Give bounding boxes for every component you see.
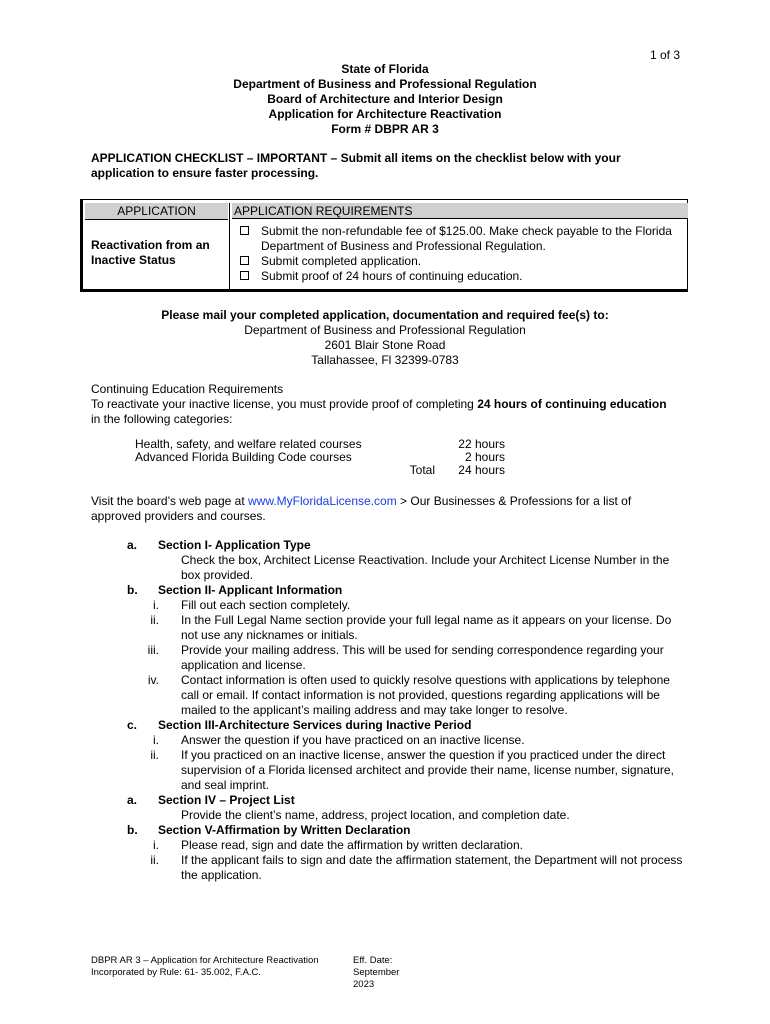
hours-total-row (135, 464, 505, 477)
step-text: Section II- Applicant Information (158, 583, 343, 597)
requirement-item (238, 254, 678, 269)
requirement-text: Submit the non-refundable fee of $125.00. Make check payable to the Florida Department of Business and Professional Regulation. (261, 224, 672, 253)
section-instruction (91, 553, 691, 583)
list-marker: i. (153, 733, 159, 747)
step-text: Section I- Application Type (158, 538, 311, 552)
hours-total-label: Total (409, 463, 435, 477)
section-instruction (91, 733, 691, 748)
footer-form: DBPR AR 3 – Application for Architecture Reactivation (91, 955, 319, 966)
ce-text-before: To reactivate your inactive license, you must provide proof of completing (91, 397, 478, 411)
section-instruction (91, 643, 691, 673)
visit-text-before: Visit the board’s web page at (91, 494, 248, 508)
table-header-requirements: APPLICATION REQUIREMENTS (232, 203, 688, 219)
hours-label: Health, safety, and welfare related courses (135, 437, 362, 451)
continuing-education (91, 382, 671, 427)
header-form-number: Form # DBPR AR 3 (331, 122, 439, 136)
list-marker: ii. (150, 853, 159, 867)
section-heading (91, 538, 691, 553)
section-heading (91, 793, 691, 808)
visit-text-after: > Our Businesses & Professions for a list of approved providers and courses. (91, 494, 632, 523)
section-heading (91, 718, 691, 733)
application-type-text: Reactivation from an Inactive Status (91, 238, 210, 267)
requirement-item (238, 224, 678, 254)
footer-rule: Incorporated by Rule: 61- 35.002, F.A.C. (91, 967, 262, 978)
requirements-list (238, 224, 678, 284)
step-text: Fill out each section completely. (181, 598, 351, 612)
step-text: Section III-Architecture Services during Inactive Period (158, 718, 472, 732)
mail-line-1: Department of Business and Professional Regulation (244, 323, 526, 337)
header-department: Department of Business and Professional Regulation (233, 77, 537, 91)
document-header (0, 62, 770, 137)
website-link[interactable]: www.MyFloridaLicense.com (248, 494, 397, 508)
section-heading (91, 583, 691, 598)
hours-value: 2 hours (464, 450, 505, 464)
section-instruction (91, 808, 691, 823)
table-divider (229, 203, 230, 289)
checklist-note: APPLICATION CHECKLIST – IMPORTANT – Submit all items on the checklist below with your application to ensure faster processing. (91, 151, 621, 180)
section-instruction (91, 748, 691, 793)
step-text: Provide your mailing address. This will be used for sending correspondence regarding your application and license. (181, 643, 664, 672)
step-text: In the Full Legal Name section provide your full legal name as it appears on your license. Do not use any nicknames or initials. (181, 613, 672, 642)
instruction-steps (91, 538, 691, 883)
footer-eff-date: Eff. Date: September 2023 (353, 955, 400, 990)
list-marker: c. (127, 718, 138, 732)
section-instruction (91, 598, 691, 613)
list-marker: i. (153, 838, 159, 852)
page-number: 1 of 3 (649, 48, 680, 62)
hours-row (135, 451, 505, 464)
visit-website (91, 494, 671, 524)
checkbox-icon (240, 256, 249, 265)
header-application: Application for Architecture Reactivation (268, 107, 502, 121)
section-instruction (91, 673, 691, 718)
step-text: Answer the question if you have practiced on an inactive license. (181, 733, 525, 747)
list-marker: b. (127, 823, 138, 837)
list-marker: ii. (150, 748, 159, 762)
ce-title: Continuing Education Requirements (91, 382, 284, 396)
requirement-text: Submit completed application. (261, 254, 422, 268)
list-marker: i. (153, 598, 159, 612)
step-text: Section IV – Project List (158, 793, 295, 807)
list-marker: iii. (147, 643, 159, 657)
page-footer (91, 955, 400, 990)
checkbox-icon (240, 271, 249, 280)
section-instruction (91, 853, 691, 883)
step-text: If the applicant fails to sign and date the affirmation statement, the Department will not process the application. (181, 853, 683, 882)
hours-total-value: 24 hours (458, 463, 505, 477)
table-header-application: APPLICATION (85, 203, 228, 220)
step-text: Check the box, Architect License Reactivation. Include your Architect License Number in the box provided. (181, 553, 670, 582)
step-text: Please read, sign and date the affirmation by written declaration. (181, 838, 523, 852)
ce-text-bold: 24 hours of continuing education (477, 397, 667, 411)
header-board: Board of Architecture and Interior Design (267, 92, 503, 106)
mailing-instructions (0, 308, 770, 368)
mail-line-3: Tallahassee, Fl 32399-0783 (311, 353, 459, 367)
requirement-text: Submit proof of 24 hours of continuing education. (261, 269, 523, 283)
requirement-item (238, 269, 678, 284)
list-marker: b. (127, 583, 138, 597)
list-marker: iv. (147, 673, 159, 687)
step-text: Provide the client’s name, address, project location, and completion date. (181, 808, 570, 822)
hours-table (135, 438, 505, 477)
application-type (91, 238, 223, 268)
hours-value: 22 hours (458, 437, 505, 451)
section-heading (91, 823, 691, 838)
step-text: If you practiced on an inactive license, answer the question if you practiced under the direct supervision of a Florida licensed architect and provide their name, license number, signature, and seal imprint. (181, 748, 674, 792)
checkbox-icon (240, 226, 249, 235)
header-state: State of Florida (341, 62, 429, 76)
step-text: Section V-Affirmation by Written Declaration (158, 823, 411, 837)
ce-text (91, 397, 671, 427)
hours-label: Advanced Florida Building Code courses (135, 450, 352, 464)
list-marker: a. (127, 793, 138, 807)
section-instruction (91, 613, 691, 643)
mail-intro: Please mail your completed application, documentation and required fee(s) to: (161, 308, 609, 322)
ce-text-after: in the following categories: (91, 412, 233, 426)
section-instruction (91, 838, 691, 853)
list-marker: ii. (150, 613, 159, 627)
requirements-table (80, 199, 688, 292)
mail-line-2: 2601 Blair Stone Road (324, 338, 446, 352)
list-marker: a. (127, 538, 138, 552)
step-text: Contact information is often used to quickly resolve questions with applications by telephone call or email. If contact information is not provided, questions regarding applications will be mailed to the applicant’s mailing address and may take longer to resolve. (181, 673, 670, 717)
